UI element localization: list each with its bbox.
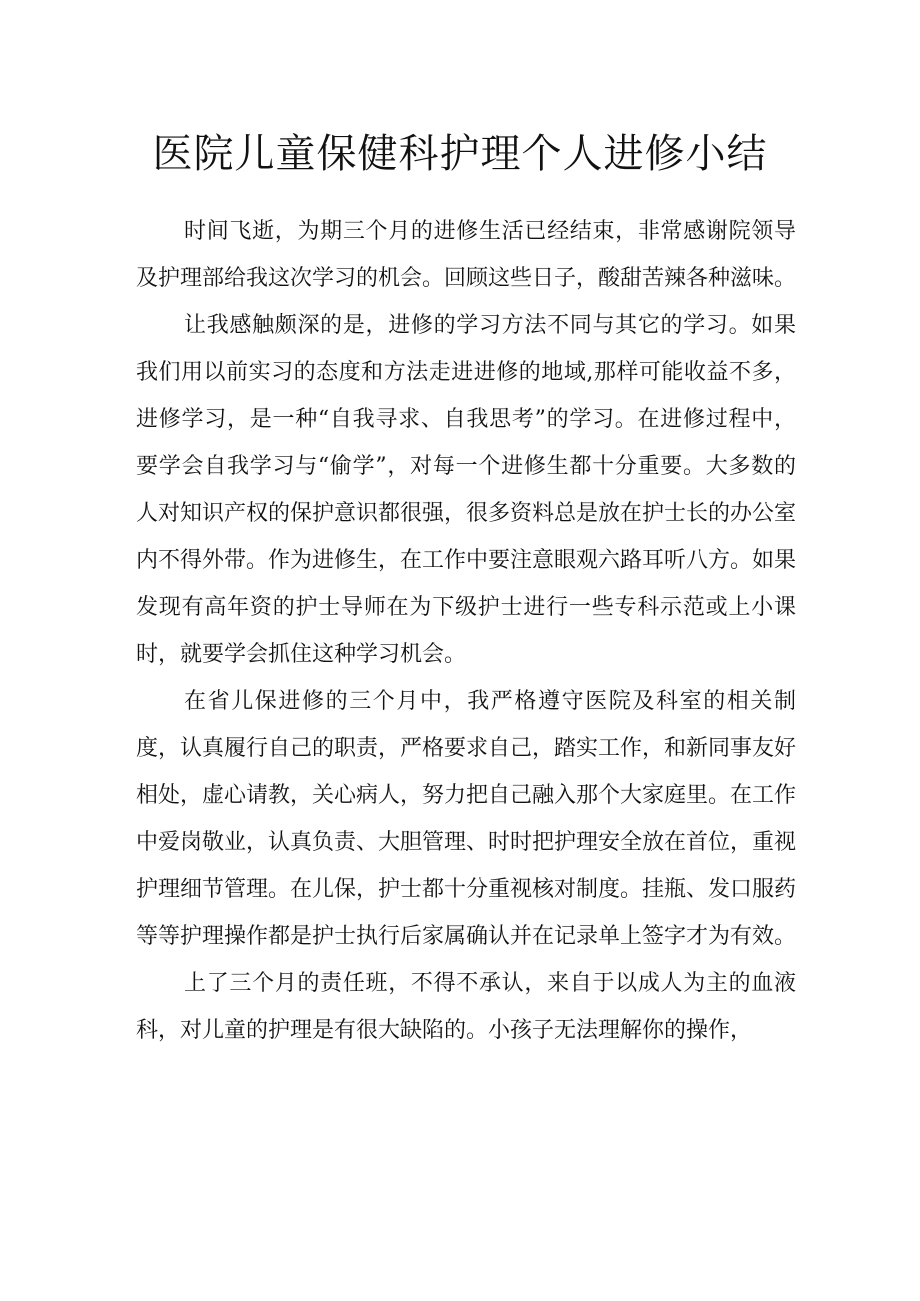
paragraph-2: 让我感触颇深的是，进修的学习方法不同与其它的学习。如果我们用以前实习的态度和方法走进进修的地域,那样可能收益不多，进修学习，是一种“自我寻求、自我思考”的学习。在进修过程中，要学会自我学习与“偷学”，对每一个进修生都十分重要。大多数的人对知识产权的保护意识都很强，很多资料总是放在护士长的办公室内不得外带。作为进修生，在工作中要注意眼观六路耳听八方。如果发现有高年资的护士导师在为下级护士进行一些专科示范或上小课时，就要学会抓住这种学习机会。 (136, 313, 797, 667)
paragraph-1: 时间飞逝，为期三个月的进修生活已经结束，非常感谢院领导及护理部给我这次学习的机会。回顾这些日子，酸甜苦辣各种滋味。 (136, 219, 797, 291)
document-title: 医院儿童保健科护理个人进修小结 (152, 131, 768, 177)
paragraph-4: 上了三个月的责任班，不得不承认，来自于以成人为主的血液科，对儿童的护理是有很大缺陷的。小孩子无法理解你的操作， (136, 971, 796, 1043)
document-body (136, 208, 796, 1054)
paragraph-3: 在省儿保进修的三个月中，我严格遵守医院及科室的相关制度，认真履行自己的职责，严格要求自己，踏实工作，和新同事友好相处，虚心请教，关心病人，努力把自己融入那个大家庭里。在工作中爱岗敬业，认真负责、大胆管理、时时把护理安全放在首位，重视护理细节管理。在儿保，护士都十分重视核对制度。挂瓶、发口服药等等护理操作都是护士执行后家属确认并在记录单上签字才为有效。 (136, 689, 797, 949)
